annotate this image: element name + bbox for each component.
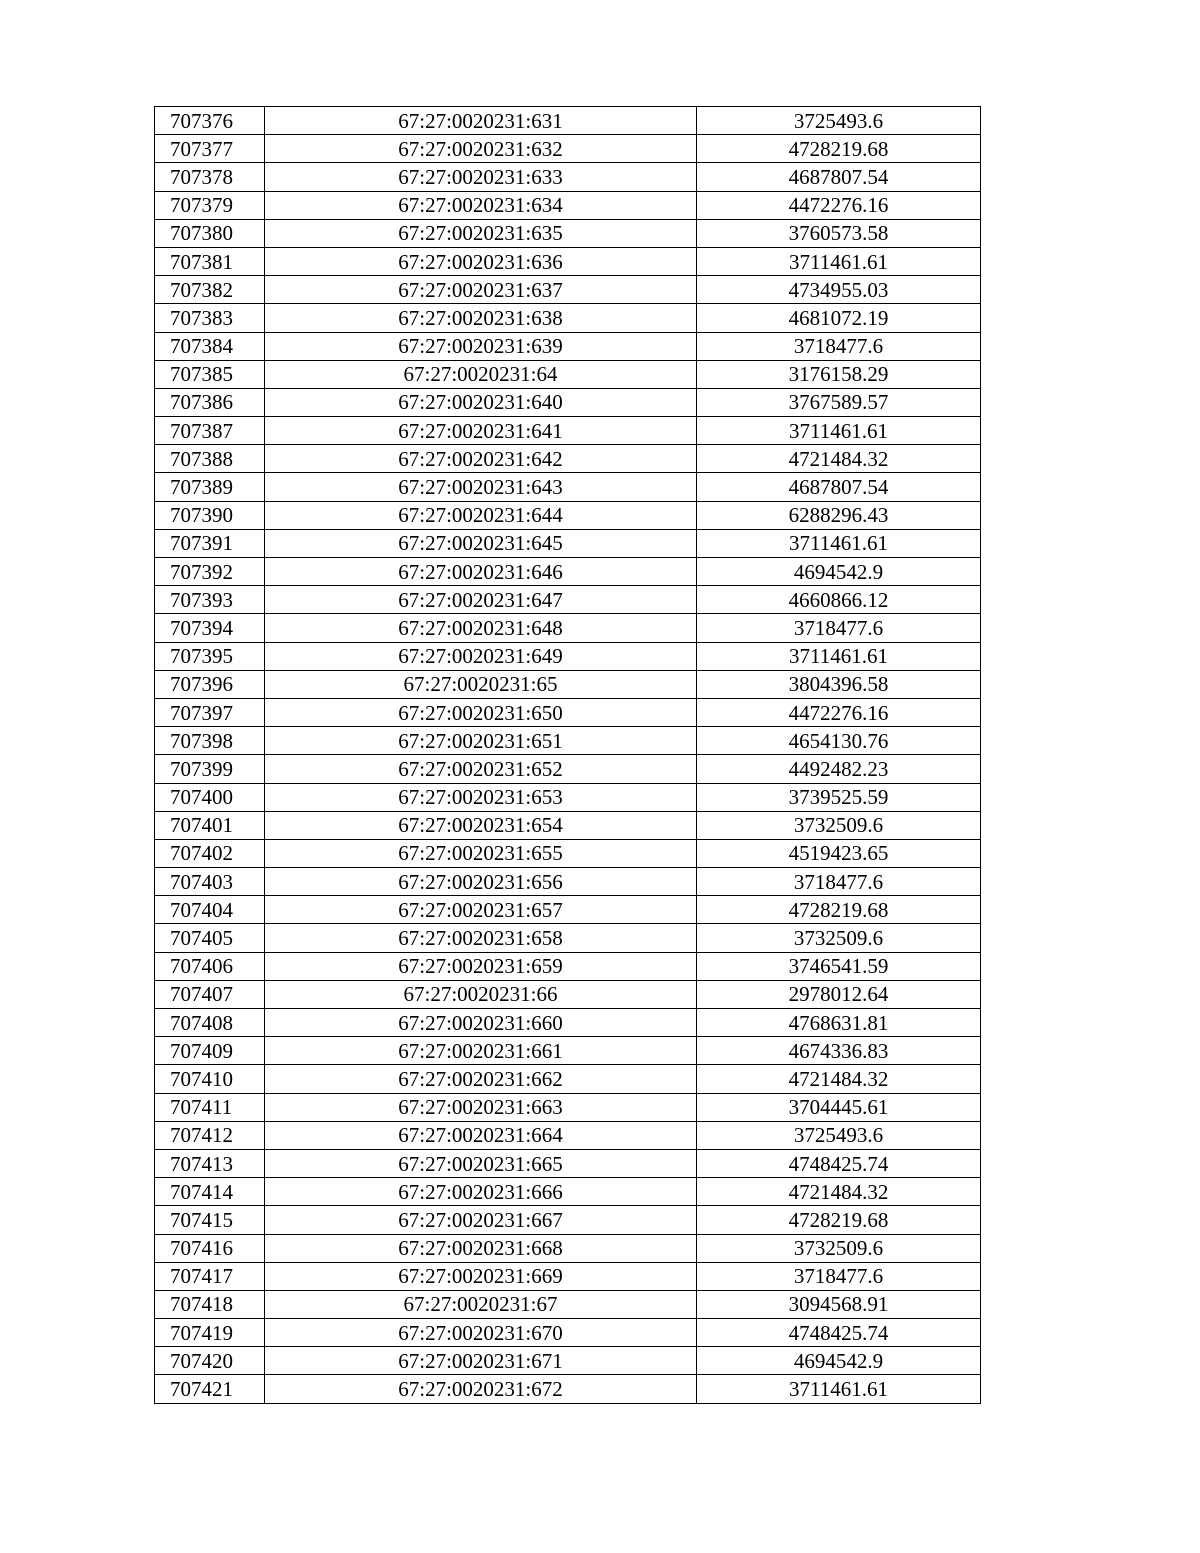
cadastral-number-cell: 67:27:0020231:659: [265, 952, 697, 980]
value-cell: 3760573.58: [697, 219, 981, 247]
table-row: [155, 1319, 981, 1347]
value-cell: 4687807.54: [697, 473, 981, 501]
table-row: [155, 952, 981, 980]
row-id-cell: 707414: [155, 1178, 265, 1206]
value-cell: 3718477.6: [697, 868, 981, 896]
value-cell: 3739525.59: [697, 783, 981, 811]
cadastral-number-cell: 67:27:0020231:671: [265, 1347, 697, 1375]
cadastral-number-cell: 67:27:0020231:638: [265, 304, 697, 332]
cadastral-number-cell: 67:27:0020231:639: [265, 332, 697, 360]
cadastral-number-cell: 67:27:0020231:645: [265, 529, 697, 557]
table-row: [155, 727, 981, 755]
value-cell: 4694542.9: [697, 1347, 981, 1375]
value-cell: 3732509.6: [697, 924, 981, 952]
row-id-cell: 707394: [155, 614, 265, 642]
row-id-cell: 707398: [155, 727, 265, 755]
row-id-cell: 707388: [155, 445, 265, 473]
table-row: [155, 473, 981, 501]
table-row: [155, 980, 981, 1008]
value-cell: 3725493.6: [697, 107, 981, 135]
table-row: [155, 811, 981, 839]
row-id-cell: 707411: [155, 1093, 265, 1121]
row-id-cell: 707395: [155, 642, 265, 670]
table-row: [155, 332, 981, 360]
cadastral-number-cell: 67:27:0020231:666: [265, 1178, 697, 1206]
cadastral-number-cell: 67:27:0020231:658: [265, 924, 697, 952]
table-row: [155, 868, 981, 896]
table-row: [155, 558, 981, 586]
row-id-cell: 707408: [155, 1009, 265, 1037]
value-cell: 4721484.32: [697, 1065, 981, 1093]
cadastral-number-cell: 67:27:0020231:660: [265, 1009, 697, 1037]
table-row: [155, 1037, 981, 1065]
value-cell: 3718477.6: [697, 1262, 981, 1290]
cadastral-number-cell: 67:27:0020231:667: [265, 1206, 697, 1234]
cadastral-number-cell: 67:27:0020231:636: [265, 247, 697, 275]
table-row: [155, 1009, 981, 1037]
row-id-cell: 707403: [155, 868, 265, 896]
cadastral-number-cell: 67:27:0020231:656: [265, 868, 697, 896]
row-id-cell: 707405: [155, 924, 265, 952]
cadastral-number-cell: 67:27:0020231:648: [265, 614, 697, 642]
value-cell: 4728219.68: [697, 135, 981, 163]
cadastral-number-cell: 67:27:0020231:661: [265, 1037, 697, 1065]
value-cell: 4694542.9: [697, 558, 981, 586]
cadastral-number-cell: 67:27:0020231:669: [265, 1262, 697, 1290]
cadastral-number-cell: 67:27:0020231:640: [265, 388, 697, 416]
row-id-cell: 707397: [155, 698, 265, 726]
cadastral-number-cell: 67:27:0020231:644: [265, 501, 697, 529]
value-cell: 3746541.59: [697, 952, 981, 980]
cadastral-number-cell: 67:27:0020231:641: [265, 417, 697, 445]
table-row: [155, 896, 981, 924]
cadastral-number-cell: 67:27:0020231:654: [265, 811, 697, 839]
row-id-cell: 707402: [155, 839, 265, 867]
row-id-cell: 707383: [155, 304, 265, 332]
value-cell: 4654130.76: [697, 727, 981, 755]
table-row: [155, 839, 981, 867]
cadastral-number-cell: 67:27:0020231:655: [265, 839, 697, 867]
table-row: [155, 1121, 981, 1149]
cadastral-number-cell: 67:27:0020231:67: [265, 1290, 697, 1318]
table-row: [155, 417, 981, 445]
value-cell: 3718477.6: [697, 614, 981, 642]
table-row: [155, 670, 981, 698]
table-row: [155, 304, 981, 332]
value-cell: 3711461.61: [697, 1375, 981, 1403]
value-cell: 4472276.16: [697, 191, 981, 219]
table-row: [155, 191, 981, 219]
cadastral-number-cell: 67:27:0020231:632: [265, 135, 697, 163]
value-cell: 3767589.57: [697, 388, 981, 416]
value-cell: 3732509.6: [697, 811, 981, 839]
cadastral-number-cell: 67:27:0020231:652: [265, 755, 697, 783]
table-row: [155, 1093, 981, 1121]
table-body: [155, 107, 981, 1404]
value-cell: 3711461.61: [697, 417, 981, 445]
value-cell: 6288296.43: [697, 501, 981, 529]
value-cell: 3725493.6: [697, 1121, 981, 1149]
row-id-cell: 707380: [155, 219, 265, 247]
row-id-cell: 707406: [155, 952, 265, 980]
row-id-cell: 707386: [155, 388, 265, 416]
row-id-cell: 707407: [155, 980, 265, 1008]
cadastral-number-cell: 67:27:0020231:657: [265, 896, 697, 924]
row-id-cell: 707391: [155, 529, 265, 557]
cadastral-value-table: [154, 106, 981, 1404]
row-id-cell: 707387: [155, 417, 265, 445]
row-id-cell: 707377: [155, 135, 265, 163]
cadastral-number-cell: 67:27:0020231:668: [265, 1234, 697, 1262]
row-id-cell: 707409: [155, 1037, 265, 1065]
row-id-cell: 707401: [155, 811, 265, 839]
cadastral-number-cell: 67:27:0020231:663: [265, 1093, 697, 1121]
value-cell: 4660866.12: [697, 586, 981, 614]
cadastral-number-cell: 67:27:0020231:66: [265, 980, 697, 1008]
value-cell: 4492482.23: [697, 755, 981, 783]
value-cell: 3176158.29: [697, 360, 981, 388]
row-id-cell: 707385: [155, 360, 265, 388]
row-id-cell: 707376: [155, 107, 265, 135]
cadastral-number-cell: 67:27:0020231:642: [265, 445, 697, 473]
row-id-cell: 707400: [155, 783, 265, 811]
cadastral-number-cell: 67:27:0020231:631: [265, 107, 697, 135]
row-id-cell: 707418: [155, 1290, 265, 1318]
value-cell: 4748425.74: [697, 1149, 981, 1177]
row-id-cell: 707393: [155, 586, 265, 614]
table-row: [155, 219, 981, 247]
row-id-cell: 707410: [155, 1065, 265, 1093]
row-id-cell: 707389: [155, 473, 265, 501]
row-id-cell: 707392: [155, 558, 265, 586]
cadastral-number-cell: 67:27:0020231:672: [265, 1375, 697, 1403]
table-row: [155, 1206, 981, 1234]
row-id-cell: 707412: [155, 1121, 265, 1149]
table-row: [155, 1065, 981, 1093]
value-cell: 4472276.16: [697, 698, 981, 726]
value-cell: 4734955.03: [697, 276, 981, 304]
value-cell: 4681072.19: [697, 304, 981, 332]
value-cell: 4687807.54: [697, 163, 981, 191]
cadastral-number-cell: 67:27:0020231:649: [265, 642, 697, 670]
value-cell: 3711461.61: [697, 529, 981, 557]
table-row: [155, 642, 981, 670]
row-id-cell: 707404: [155, 896, 265, 924]
row-id-cell: 707379: [155, 191, 265, 219]
table-row: [155, 501, 981, 529]
cadastral-number-cell: 67:27:0020231:635: [265, 219, 697, 247]
row-id-cell: 707378: [155, 163, 265, 191]
row-id-cell: 707384: [155, 332, 265, 360]
row-id-cell: 707421: [155, 1375, 265, 1403]
table-row: [155, 107, 981, 135]
table-row: [155, 276, 981, 304]
table-row: [155, 698, 981, 726]
table-row: [155, 614, 981, 642]
cadastral-number-cell: 67:27:0020231:651: [265, 727, 697, 755]
cadastral-number-cell: 67:27:0020231:634: [265, 191, 697, 219]
table-row: [155, 163, 981, 191]
value-cell: 3711461.61: [697, 642, 981, 670]
cadastral-number-cell: 67:27:0020231:633: [265, 163, 697, 191]
table-row: [155, 1262, 981, 1290]
table-row: [155, 135, 981, 163]
cadastral-number-cell: 67:27:0020231:670: [265, 1319, 697, 1347]
table-row: [155, 1290, 981, 1318]
value-cell: 3804396.58: [697, 670, 981, 698]
cadastral-number-cell: 67:27:0020231:637: [265, 276, 697, 304]
table-row: [155, 1149, 981, 1177]
value-cell: 3711461.61: [697, 247, 981, 275]
table-row: [155, 1178, 981, 1206]
row-id-cell: 707420: [155, 1347, 265, 1375]
cadastral-number-cell: 67:27:0020231:650: [265, 698, 697, 726]
cadastral-number-cell: 67:27:0020231:662: [265, 1065, 697, 1093]
row-id-cell: 707419: [155, 1319, 265, 1347]
table-row: [155, 360, 981, 388]
value-cell: 3094568.91: [697, 1290, 981, 1318]
row-id-cell: 707415: [155, 1206, 265, 1234]
row-id-cell: 707413: [155, 1149, 265, 1177]
value-cell: 4768631.81: [697, 1009, 981, 1037]
value-cell: 4728219.68: [697, 1206, 981, 1234]
cadastral-number-cell: 67:27:0020231:647: [265, 586, 697, 614]
value-cell: 4728219.68: [697, 896, 981, 924]
value-cell: 4519423.65: [697, 839, 981, 867]
table-row: [155, 445, 981, 473]
value-cell: 3732509.6: [697, 1234, 981, 1262]
value-cell: 4674336.83: [697, 1037, 981, 1065]
row-id-cell: 707381: [155, 247, 265, 275]
row-id-cell: 707382: [155, 276, 265, 304]
cadastral-number-cell: 67:27:0020231:646: [265, 558, 697, 586]
row-id-cell: 707416: [155, 1234, 265, 1262]
cadastral-number-cell: 67:27:0020231:643: [265, 473, 697, 501]
table-row: [155, 388, 981, 416]
row-id-cell: 707399: [155, 755, 265, 783]
table-row: [155, 924, 981, 952]
value-cell: 3718477.6: [697, 332, 981, 360]
cadastral-number-cell: 67:27:0020231:664: [265, 1121, 697, 1149]
table-row: [155, 755, 981, 783]
table-row: [155, 1375, 981, 1403]
value-cell: 2978012.64: [697, 980, 981, 1008]
row-id-cell: 707390: [155, 501, 265, 529]
cadastral-number-cell: 67:27:0020231:653: [265, 783, 697, 811]
row-id-cell: 707417: [155, 1262, 265, 1290]
table-row: [155, 1347, 981, 1375]
row-id-cell: 707396: [155, 670, 265, 698]
value-cell: 4748425.74: [697, 1319, 981, 1347]
cadastral-number-cell: 67:27:0020231:665: [265, 1149, 697, 1177]
value-cell: 3704445.61: [697, 1093, 981, 1121]
table-row: [155, 586, 981, 614]
cadastral-number-cell: 67:27:0020231:64: [265, 360, 697, 388]
cadastral-number-cell: 67:27:0020231:65: [265, 670, 697, 698]
table-row: [155, 529, 981, 557]
value-cell: 4721484.32: [697, 445, 981, 473]
table-row: [155, 247, 981, 275]
table-row: [155, 783, 981, 811]
value-cell: 4721484.32: [697, 1178, 981, 1206]
table-row: [155, 1234, 981, 1262]
